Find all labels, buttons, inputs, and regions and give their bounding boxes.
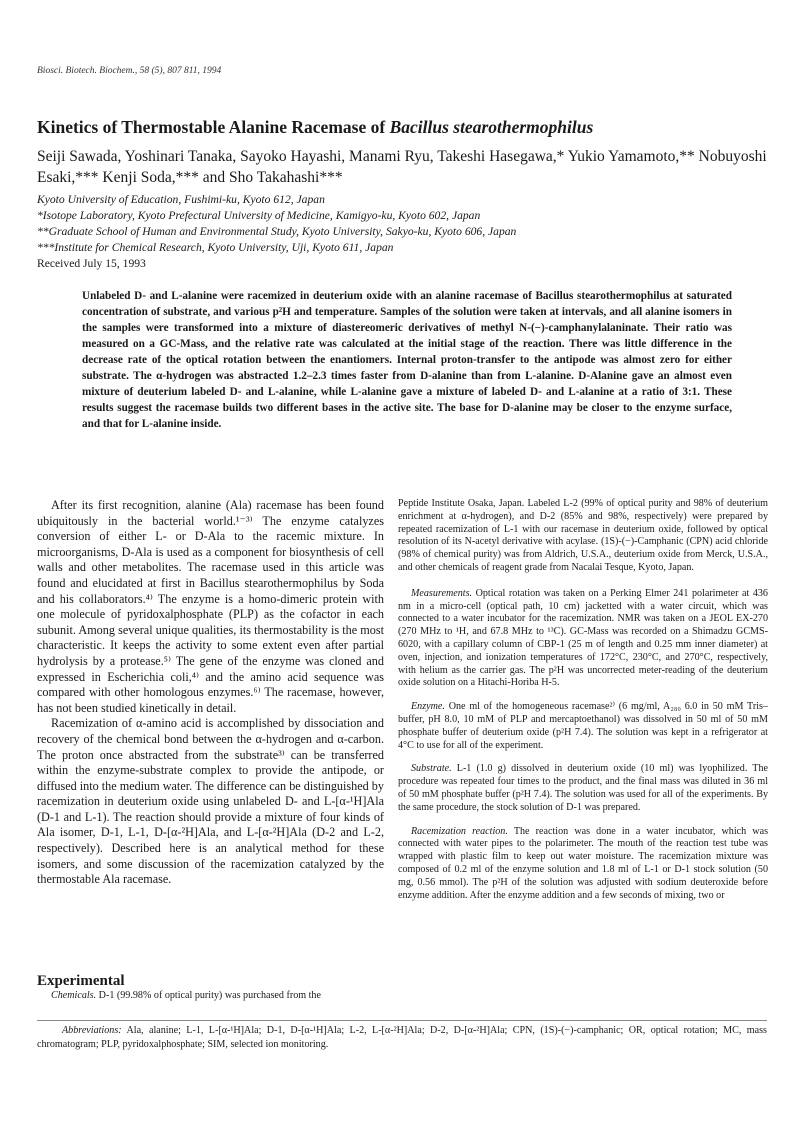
body-right-column [398,498,768,913]
abbreviations-footnote [37,1024,767,1051]
affiliation: Kyoto University of Education, Fushimi-ku, Kyoto 612, Japan [37,193,325,206]
abbreviations-label: Abbreviations: [62,1025,122,1036]
substrate-text: L-1 (1.0 g) dissolved in deuterium oxide (10 ml) was lyophilized. The procedure was repeated four times to the product, and the final mass was diluted in 36 ml of 50 mM phosphate buffer (p²H 7.4). The solution was used for all of the experiments. By the same procedure, the stock solution of D-1 was prepared. [398,763,768,813]
chemicals-label: Chemicals. [51,990,97,1001]
body-left-column [37,498,384,888]
journal-citation: Biosci. Biotech. Biochem., 58 (5), 807 811, 1994 [37,66,222,76]
intro-paragraph: After its first recognition, alanine (Ala) racemase has been found ubiquitously in the bacterial world.¹⁻³⁾ The enzyme catalyzes conversion of either L- or D-Ala to the racemic mixture. In microorganisms, D-Ala is used as a component for biosynthesis of cell walls and other metabolites. The racemase used in this article was found and elucidated at first in Bacillus stearothermophilus by Soda and his collaborators.⁴⁾ The enzyme is a homo-dimeric protein with one molecule of pyridoxalphosphate (PLP) as the cofactor in each subunit. Among several unique qualities, its thermostability is the most characteristic. It keeps the activity to some extent even after partial hydrolysis by a protease.⁵⁾ The gene of the enzyme was cloned and expressed in Escherichia coli,⁴⁾ and the amino acid sequence was compared with other homologous enzymes.⁶⁾ The racemase, however, has not been studied kinetically in detail. [37,498,384,715]
abbreviations-text: Ala, alanine; L-1, L-[α-¹H]Ala; D-1, D-[α-¹H]Ala; L-2, L-[α-²H]Ala; D-2, D-[α-²H]Ala; CPN, (1S)-(−)-camphanic; OR, optical rotation; MC, mass chromatogram; PLP, pyridoxalphosphate; SIM, selected ion monitoring. [37,1025,767,1050]
enzyme-text: One ml of the homogeneous racemase²⁾ (6 mg/ml, A₂₈₀ 6.0 in 50 mM Tris–buffer, pH 8.0, 10 mM of PLP and mercaptoethanol) was dissolved in 50 ml of 50 mM phosphate buffer of deuterium oxide (p²H 7.4). The solution was kept in a refrigerator at 4°C to use for all of the experiment. [398,701,768,751]
chemicals-text: D-1 (99.98% of optical purity) was purchased from the [98,990,321,1001]
intro-paragraph: Racemization of α-amino acid is accomplished by dissociation and recovery of the chemical bond between the α-hydrogen and α-carbon. The proton once abstracted from the substrate³⁾ can be transferred within the enzyme-substrate complex to provide the antipode, or diffused into the medium water. The difference can be distinguished by racemization in deuterium oxide using unlabeled D- and L-[α-¹H]Ala (D-1 and L-1). The reaction should provide a mixture of four kinds of Ala isomer, D-1, L-1, D-[α-²H]Ala, and L-[α-²H]Ala (D-2 and L-2, respectively). Described here is an analytical method for these isomers, and some discussion of the racemization catalyzed by the thermostable Ala racemase. [37,716,384,887]
abbreviations-paragraph [37,1024,767,1051]
racemization-paragraph [398,826,768,903]
substrate-paragraph [398,763,768,814]
chemicals-paragraph [37,990,384,1001]
enzyme-paragraph [398,701,768,752]
article-title [37,116,767,138]
measurements-label: Measurements. [411,587,473,599]
enzyme-label: Enzyme. [411,701,445,713]
measurements-paragraph [398,588,768,690]
chemicals-continued: Peptide Institute Osaka, Japan. Labeled L-2 (99% of optical purity and 98% of deuterium enrichment at α-hydrogen), and D-2 (85% and 98%, respectively) were prepared by repeated racemization of L-1 with our racemase in deuterium oxide, followed by optical resolution of its N-acetyl derivative with acylase. (1S)-(−)-Camphanic (CPN) acid chloride (98% of chemical purity) was from Aldrich, U.S.A., deuterium oxide from Merck, U.S.A., and other chemicals of reagent grade from Nacalai Tesque, Kyoto, Japan. [398,498,768,573]
abstract: Unlabeled D- and L-alanine were racemized in deuterium oxide with an alanine racemase of Bacillus stearothermophilus at saturated concentration of substrate, and various p²H and temperature. Samples of the solution were taken at intervals, and all alanine isomers in the samples were transformed into a mixture of diastereomeric derivatives of methyl N-(−)-camphanylalaninate. Their ratio was measured on a GC-Mass, and the relative rate was calculated at the initial stage of the reaction. There was little difference in the decrease rate of the optical rotation between the enantiomers. Internal proton-transfer to the antipode was almost zero for either substrate. The α-hydrogen was abstracted 1.2–2.3 times faster from D-alanine than from L-alanine. D-Alanine gave an almost even mixture of deuterium labeled D- and L-alanine, while L-alanine gave a mixture of labeled D- and L-alanine at a ratio of 3:1. These results suggest the racemase builds two different bases in the active site. The base for D-alanine may be closer to the enzyme surface, and that for L-alanine inside. [82,290,732,430]
racemization-text: The reaction was done in a water incubator, which was connected with water pipes to the polarimeter. The mouth of the reaction test tube was wrapped with plastic film to keep out water moisture. The racemization mixture was composed of 0.2 ml of the enzyme solution and 1.8 ml of L-1 or D-1 stock solution (50 mg, 0.56 mmol). The p²H of the solution was adjusted with sodium deuteroxide before enzyme addition. After the enzyme addition and a few seconds of mixing, two or [398,825,768,901]
racemization-label: Racemization reaction. [411,825,508,837]
author-list: Seiji Sawada, Yoshinari Tanaka, Sayoko Hayashi, Manami Ryu, Takeshi Hasegawa,* Yukio Yamamoto,** Nobuyoshi Esaki,*** Kenji Soda,*** and Sho Takahashi*** [37,148,767,186]
affiliation: ***Institute for Chemical Research, Kyoto University, Uji, Kyoto 611, Japan [37,241,394,254]
affiliation: **Graduate School of Human and Environmental Study, Kyoto University, Sakyo-ku, Kyoto 606, Japan [37,225,517,238]
substrate-label: Substrate. [411,763,452,775]
affiliation: *Isotope Laboratory, Kyoto Prefectural University of Medicine, Kamigyo-ku, Kyoto 602, Japan [37,209,481,222]
affiliations [37,192,767,256]
measurements-text: Optical rotation was taken on a Perking Elmer 241 polarimeter at 436 nm in a micro-cell (optical path, 10 cm) jacketted with a water circuit, which was connected to a water incubator for the racemization. NMR was taken on a JEOL EX-270 (270 MHz to ¹H, and 67.8 MHz to ¹³C). GC-Mass was recorded on a Shimadzu GCMS-6020, with a capillary column of CBP-1 (25 m of length and 0.25 mm inner diameter) at oven, injection, and ionization temperatures of 172°C, 230°C, and 270°C, respectively, with helium as the carrier gas. The p²H was uncorrected meter-reading of the deuterium oxide solution on a Hitachi-Horiba H-5. [398,587,768,689]
received-date: Received July 15, 1993 [37,257,146,270]
title-species: Bacillus stearothermophilus [389,117,594,137]
footnote-divider [37,1020,767,1021]
title-text: Kinetics of Thermostable Alanine Racemase of [37,117,390,137]
section-heading-experimental: Experimental [37,973,125,989]
